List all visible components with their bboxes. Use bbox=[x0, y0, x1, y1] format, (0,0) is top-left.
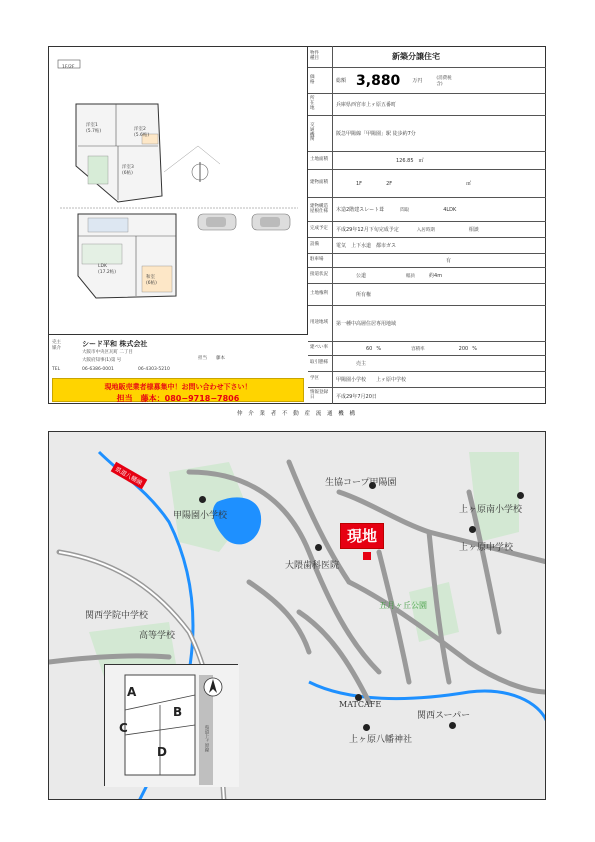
spec-row-completion bbox=[308, 222, 546, 238]
label-matcafe: MATCAFE bbox=[339, 700, 382, 709]
road-width-value: 約4m bbox=[429, 273, 443, 279]
utilities-label: 設備 bbox=[310, 242, 319, 248]
spec-row-land-rights bbox=[308, 284, 546, 306]
site-marker-icon bbox=[361, 550, 375, 564]
far-value: 200 bbox=[458, 345, 469, 352]
parking-label: 駐車場 bbox=[310, 257, 324, 263]
price-value: 3,880 bbox=[356, 72, 401, 89]
listing-title: 新築分譲住宅 bbox=[392, 52, 440, 61]
plot-a: A bbox=[127, 685, 137, 699]
spec-row-traffic bbox=[308, 116, 546, 152]
building-unit: ㎡ bbox=[466, 181, 472, 187]
label-clinic: 大隈歯科医院 bbox=[285, 561, 340, 571]
spec-row-trade bbox=[308, 356, 546, 372]
move-value: 相談 bbox=[468, 227, 479, 233]
location-value: 兵庫県西宮市上ヶ原五番町 bbox=[336, 102, 397, 108]
room-western-2: 洋室2 (5.6帖) bbox=[134, 127, 150, 138]
trade-value: 売主 bbox=[356, 361, 367, 367]
zoning-label: 用途地域 bbox=[310, 320, 328, 326]
floor-plan bbox=[48, 46, 308, 334]
company-fax: 06-4303-5210 bbox=[138, 367, 170, 372]
site-label-box bbox=[340, 523, 384, 549]
label-kwansei-jr: 関西学院中学校 bbox=[85, 611, 149, 621]
label-coop: 生協コープ甲陽園 bbox=[325, 478, 397, 488]
parking-value: 有 bbox=[446, 258, 452, 264]
recruit-banner bbox=[52, 378, 304, 402]
price-unit: 万円 bbox=[412, 78, 423, 84]
traffic-value: 阪急甲陽線「甲陽園」駅 徒歩約7分 bbox=[336, 131, 416, 137]
trade-label: 取引態様 bbox=[310, 360, 328, 366]
spec-table bbox=[308, 46, 546, 404]
road-width-label: 幅員 bbox=[406, 273, 416, 279]
price-note: (消費税 含) bbox=[436, 75, 452, 87]
far-percent: % bbox=[472, 345, 477, 352]
spec-row-structure bbox=[308, 198, 546, 222]
location-label: 所 在 地 bbox=[310, 96, 315, 111]
structure-label: 建物構造 屋根仕様 bbox=[310, 203, 328, 214]
spec-type-label: 物件 種目 bbox=[310, 50, 319, 61]
plan-scale-note: 1F/2F bbox=[62, 65, 75, 70]
price-prefix: 総額 bbox=[336, 78, 347, 84]
road-label: 接道状況 bbox=[310, 272, 328, 278]
label-kamigahara-south: 上ヶ原南小学校 bbox=[459, 505, 523, 515]
completion-value: 平成29年12月下旬完成予定 bbox=[336, 227, 399, 233]
coverage-value: 60 bbox=[366, 345, 373, 352]
land-rights-label: 土地権利 bbox=[310, 291, 328, 297]
label-shrine: 上ヶ原八幡神社 bbox=[349, 735, 413, 745]
zoning-value: 第一種中高層住居専用地域 bbox=[336, 321, 397, 327]
info-label: 情報登録日 bbox=[310, 390, 328, 400]
structure-value: 木造2階建スレート葺 bbox=[336, 207, 385, 213]
spec-row-building bbox=[308, 170, 546, 198]
site-label: 現地 bbox=[346, 527, 377, 545]
plot-b: B bbox=[173, 705, 183, 719]
coverage-label: 建ぺい率 bbox=[310, 345, 328, 351]
land-area-value: 126.85 ㎡ bbox=[396, 158, 424, 164]
label-park: 五月ヶ丘公園 bbox=[379, 601, 427, 610]
floor-plan-drawing bbox=[48, 46, 308, 334]
land-rights-value: 所有権 bbox=[356, 292, 372, 298]
company-tel-label: TEL bbox=[52, 367, 61, 372]
label-kwansei-hs: 高等学校 bbox=[139, 631, 176, 641]
traffic-label: 交 通 機 関 bbox=[310, 122, 315, 143]
plot-d: D bbox=[157, 745, 167, 759]
move-label: 入居時期 bbox=[416, 227, 435, 233]
school-value: 甲陽園小学校 上ヶ原中学校 bbox=[336, 377, 407, 383]
layout-value: 4LDK bbox=[443, 206, 457, 213]
banner-line-2: 担当 藤本：080−9718−7806 bbox=[116, 394, 240, 403]
company-staff: 藤本 bbox=[216, 356, 225, 361]
far-label: 容積率 bbox=[411, 346, 425, 352]
spec-row-parking bbox=[308, 254, 546, 268]
room-japanese: 和室 (6帖) bbox=[146, 275, 157, 286]
spec-row-zoning bbox=[308, 306, 546, 342]
room-western-1: 洋室1 (5.7帖) bbox=[86, 123, 102, 134]
company-staff-label: 担当 bbox=[198, 356, 207, 361]
spec-row-land bbox=[308, 152, 546, 170]
label-kansai-super: 関西スーパー bbox=[417, 711, 471, 721]
spec-row-info bbox=[308, 388, 546, 404]
building-area-label: 建物面積 bbox=[310, 180, 328, 186]
inset-road-label: 県道上ヶ原線 bbox=[204, 725, 209, 752]
building-2f: 2F bbox=[386, 180, 393, 187]
building-1f: 1F bbox=[356, 180, 363, 187]
company-address: 大阪市中央区瓦町 二丁目 bbox=[82, 350, 133, 355]
spec-row-school bbox=[308, 372, 546, 388]
company-name: シード平和 株式会社 bbox=[82, 340, 148, 348]
banner-line-1: 現地販売業者様募集中！お問い合わせ下さい！ bbox=[104, 383, 252, 391]
school-label: 学区 bbox=[310, 376, 319, 382]
road-value: 公道 bbox=[356, 273, 367, 279]
coverage-percent: % bbox=[376, 345, 382, 352]
room-western-3: 洋室3 (6帖) bbox=[122, 165, 134, 176]
plot-c: C bbox=[119, 721, 128, 735]
spec-row-utilities bbox=[308, 238, 546, 254]
spec-row-coverage bbox=[308, 342, 546, 356]
label-kouyou-elem: 甲陽園小学校 bbox=[173, 511, 228, 521]
spec-row-price bbox=[308, 68, 546, 94]
label-kamigahara-jr: 上ヶ原中学校 bbox=[459, 543, 514, 553]
info-value: 平成29年7月20日 bbox=[336, 393, 377, 400]
footnote: 仲 介 業 者 不 動 産 流 通 機 構 bbox=[237, 411, 357, 417]
lot-inset-map bbox=[104, 664, 238, 786]
company-tel: 06-6386-0001 bbox=[82, 367, 114, 372]
price-label: 価 格 bbox=[310, 74, 315, 85]
land-area-label: 土地面積 bbox=[310, 157, 328, 163]
completion-label: 完成予定 bbox=[310, 226, 328, 232]
label-route: 県道八幡線 bbox=[111, 462, 148, 490]
utilities-value: 電気 上下水道 都市ガス bbox=[336, 243, 397, 249]
room-ldk: LDK (17.2帖) bbox=[98, 264, 117, 275]
company-role: 売主 媒介 bbox=[52, 340, 61, 351]
spec-row-type bbox=[308, 46, 546, 68]
layout-label: 間取 bbox=[400, 207, 410, 213]
company-license: 大阪府知事(1)第 号 bbox=[82, 358, 122, 363]
spec-row-location bbox=[308, 94, 546, 116]
spec-row-road bbox=[308, 268, 546, 284]
